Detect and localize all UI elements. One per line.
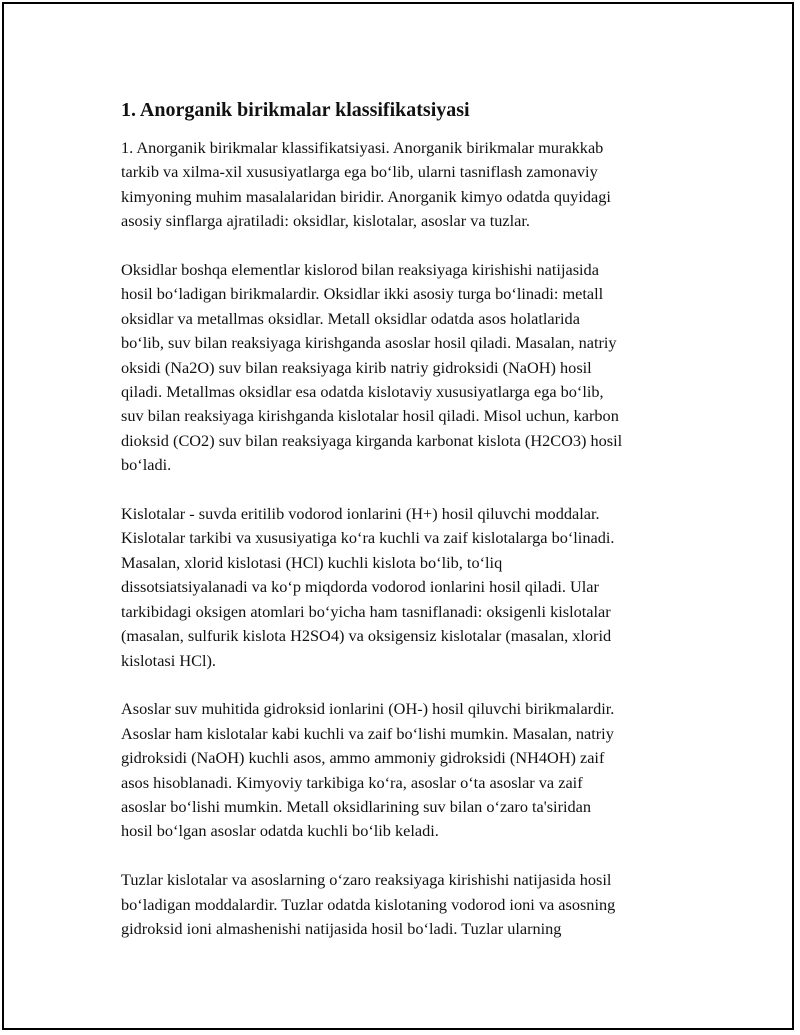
- paragraph-salts: [121, 868, 691, 941]
- text-line: Masalan, xlorid kislotasi (HCl) kuchli kislota bo‘lib, to‘liq: [121, 552, 503, 572]
- paragraph-bases: [121, 697, 691, 843]
- text-line: gidroksidi (NaOH) kuchli asos, ammo ammoniy gidroksidi (NH4OH) zaif: [121, 748, 605, 768]
- page-frame: [2, 2, 794, 1030]
- text-line: Asoslar ham kislotalar kabi kuchli va zaif bo‘lishi mumkin. Masalan, natriy: [121, 723, 614, 743]
- paragraph-oxides: [121, 258, 691, 478]
- text-line: 1. Anorganik birikmalar klassifikatsiyasi. Anorganik birikmalar murakkab: [121, 138, 604, 157]
- text-line: asoslar bo‘lishi mumkin. Metall oksidlarining suv bilan o‘zaro ta'siridan: [121, 796, 592, 816]
- text-line: Kislotalar tarkibi va xususiyatiga ko‘ra kuchli va zaif kislotalarga bo‘linadi.: [121, 528, 615, 548]
- text-line: qiladi. Metallmas oksidlar esa odatda kislotaviy xususiyatlarga ega bo‘lib,: [121, 382, 604, 402]
- text-line: suv bilan reaksiyaga kirishganda kislotalar hosil qiladi. Misol uchun, karbon: [121, 406, 619, 426]
- text-line: Kislotalar - suvda eritilib vodorod ionlarini (H+) hosil qiluvchi moddalar.: [121, 504, 600, 524]
- text-line: hosil bo‘lgan asoslar odatda kuchli bo‘lib keladi.: [121, 821, 439, 841]
- text-line: asosiy sinflarga ajratiladi: oksidlar, kislotalar, asoslar va tuzlar.: [121, 211, 530, 231]
- page-title: 1. Anorganik birikmalar klassifikatsiyasi: [121, 99, 470, 121]
- text-line: bo‘ladi.: [121, 455, 172, 475]
- text-line: dissotsiatsiyalanadi va ko‘p miqdorda vodorod ionlarini hosil qiladi. Ular: [121, 577, 599, 597]
- text-line: tarkib va xilma-xil xususiyatlarga ega bo‘lib, ularni tasniflash zamonaviy: [121, 162, 598, 182]
- text-line: kimyoning muhim masalalaridan biridir. Anorganik kimyo odatda quyidagi: [121, 186, 611, 206]
- text-line: asos hisoblanadi. Kimyoviy tarkibiga ko‘ra, asoslar o‘ta asoslar va zaif: [121, 772, 583, 792]
- paragraph-acids: [121, 502, 691, 673]
- text-line: tarkibidagi oksigen atomlari bo‘yicha ham tasniflanadi: oksigenli kislotalar: [121, 601, 611, 621]
- text-line: kislotasi HCl).: [121, 650, 216, 670]
- text-line: dioksid (CO2) suv bilan reaksiyaga kirganda karbonat kislota (H2CO3) hosil: [121, 430, 623, 450]
- text-line: hosil bo‘ladigan birikmalardir. Oksidlar ikki asosiy turga bo‘linadi: metall: [121, 284, 604, 304]
- text-line: gidroksid ioni almashenishi natijasida hosil bo‘ladi. Tuzlar ularning: [121, 918, 562, 938]
- text-line: bo‘lib, suv bilan reaksiyaga kirishganda asoslar hosil qiladi. Masalan, natriy: [121, 333, 617, 353]
- text-line: bo‘ladigan moddalardir. Tuzlar odatda kislotaning vodorod ioni va asosning: [121, 894, 616, 914]
- text-line: oksidlar va metallmas oksidlar. Metall oksidlar odatda asos holatlarida: [121, 308, 580, 328]
- text-line: Oksidlar boshqa elementlar kislorod bilan reaksiyaga kirishishi natijasida: [121, 260, 599, 280]
- paragraph-introduction: [121, 136, 691, 234]
- text-line: (masalan, sulfurik kislota H2SO4) va oksigensiz kislotalar (masalan, xlorid: [121, 626, 612, 646]
- text-line: Asoslar suv muhitida gidroksid ionlarini (OH-) hosil qiluvchi birikmalardir.: [121, 699, 615, 719]
- text-line: Tuzlar kislotalar va asoslarning o‘zaro reaksiyaga kirishishi natijasida hosil: [121, 870, 612, 890]
- document-body: [121, 96, 691, 966]
- text-line: oksidi (Na2O) suv bilan reaksiyaga kirib natriy gidroksidi (NaOH) hosil: [121, 357, 592, 377]
